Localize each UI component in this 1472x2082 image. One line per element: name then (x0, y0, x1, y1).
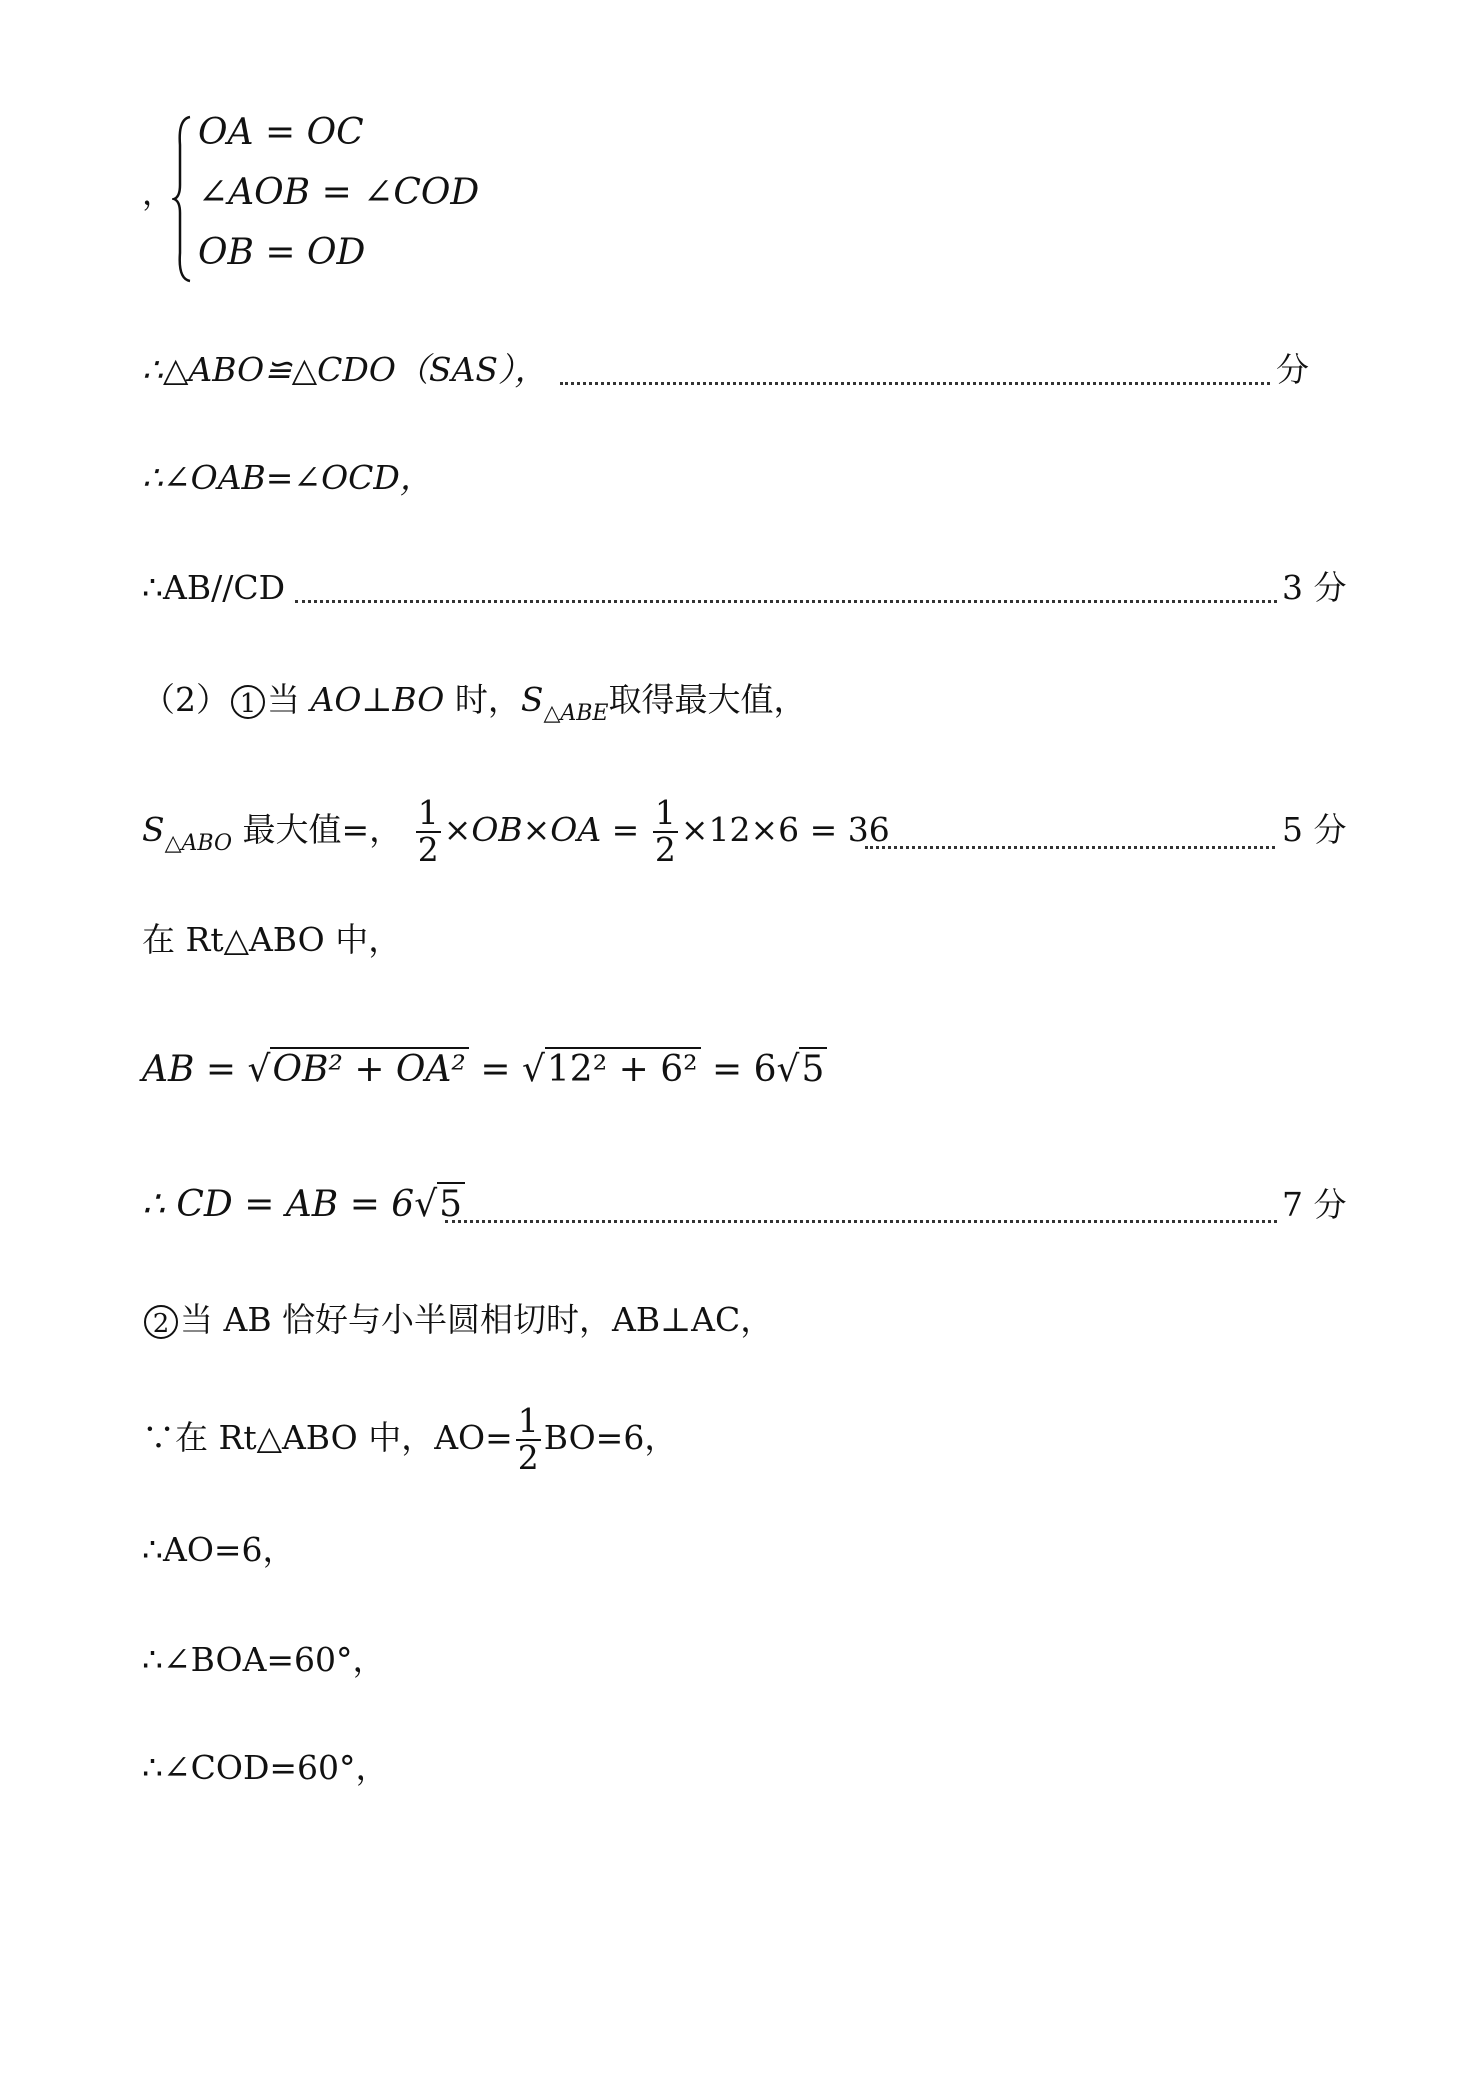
cod-line (0, 1728, 1472, 1808)
angle-text: ∴∠OAB=∠OCD， (142, 458, 433, 497)
ab-line (0, 1020, 1472, 1120)
system-eq2: ∠AOB = ∠COD (198, 172, 480, 213)
fraction-half (653, 793, 678, 869)
cd-text: ∴ CD = AB = 6 (142, 1184, 415, 1225)
sqrt-sign: √12² + 6² (522, 1020, 701, 1120)
part2-line (0, 660, 1472, 740)
ao-text: ∴AO=6， (142, 1530, 296, 1569)
sqrt-sign: √5 (414, 1160, 465, 1250)
score-mark: 7 分 (1282, 1185, 1347, 1224)
radicand: 5 (799, 1047, 827, 1090)
ao-line (0, 1510, 1472, 1590)
smax-text: 最大值=， (242, 810, 403, 849)
fraction-half (516, 1401, 541, 1477)
part2-prefix: （2） (142, 680, 229, 719)
part2-content (142, 660, 807, 745)
part2-text-c: 时， (454, 680, 521, 719)
leader-dots (295, 600, 1277, 603)
cd-line (0, 1160, 1472, 1250)
frac-den: 2 (517, 1438, 539, 1477)
radicand: 12² + 6² (545, 1047, 701, 1090)
frac-num: 1 (654, 793, 676, 833)
boa-text: ∴∠BOA=60°， (142, 1640, 386, 1679)
because-content (142, 1388, 677, 1488)
parallel-text: ∴AB//CD (142, 568, 286, 607)
because-b: BO=6， (543, 1418, 678, 1457)
sqrt-sign: √OB² + OA² (248, 1020, 469, 1120)
cd-content (142, 1160, 465, 1250)
part2-text-b: AO⊥BO (310, 680, 445, 719)
tangent-content (142, 1280, 773, 1360)
leader-dots (445, 1220, 1277, 1223)
system-eq3: OB = OD (198, 232, 366, 273)
part2-text-d: 取得最大值， (608, 680, 807, 719)
frac-den: 2 (417, 830, 439, 869)
frac-num: 1 (517, 1401, 539, 1441)
circled-two: 2 (144, 1305, 178, 1339)
smax-line (0, 780, 1472, 880)
ab-eq3: = 6 (712, 1049, 777, 1090)
score-mark: 5 分 (1282, 810, 1347, 849)
ab-lhs: AB = (142, 1049, 237, 1090)
leader-dots (560, 382, 1270, 385)
smax-end: ×12×6 = 36 (680, 810, 890, 849)
frac-den: 2 (654, 830, 676, 869)
congruent-line (0, 330, 1472, 410)
score-mark: 3 分 (1282, 568, 1347, 607)
angle-line (0, 438, 1472, 518)
ab-eq2: = (480, 1049, 511, 1090)
smax-s: S (142, 810, 165, 849)
rt-line (0, 900, 1472, 980)
frac-num: 1 (417, 793, 439, 833)
because-line (0, 1388, 1472, 1488)
left-brace (172, 115, 194, 283)
score-mark: 分 (1276, 350, 1309, 389)
smax-mid: ×OB×OA = (443, 810, 640, 849)
parallel-line (0, 548, 1472, 628)
because-a: ∵在 Rt△ABO 中，AO= (142, 1418, 513, 1457)
part2-s: S (520, 680, 544, 719)
congruent-text: ∴△ABO≌△CDO（SAS）， (142, 350, 548, 389)
sqrt-sign: √5 (777, 1020, 828, 1120)
system-comma: ， (142, 174, 175, 212)
tangent-text: 当 AB 恰好与小半圆相切时，AB⊥AC， (180, 1300, 774, 1339)
part2-text-a: 当 (267, 680, 300, 719)
fraction-half (416, 793, 441, 869)
cod-text: ∴∠COD=60°， (142, 1748, 389, 1787)
circled-one: 1 (231, 685, 265, 719)
leader-dots (865, 846, 1275, 849)
tangent-line (0, 1280, 1472, 1360)
smax-sub: △ABO (164, 831, 233, 856)
system-eq1: OA = OC (198, 112, 364, 153)
part2-sub: △ABE (543, 701, 609, 726)
rt-text: 在 Rt△ABO 中， (142, 920, 402, 959)
smax-content (142, 780, 890, 885)
radicand: OB² + OA² (270, 1047, 468, 1090)
ab-content (142, 1020, 827, 1120)
boa-line (0, 1620, 1472, 1700)
radicand: 5 (437, 1182, 465, 1225)
